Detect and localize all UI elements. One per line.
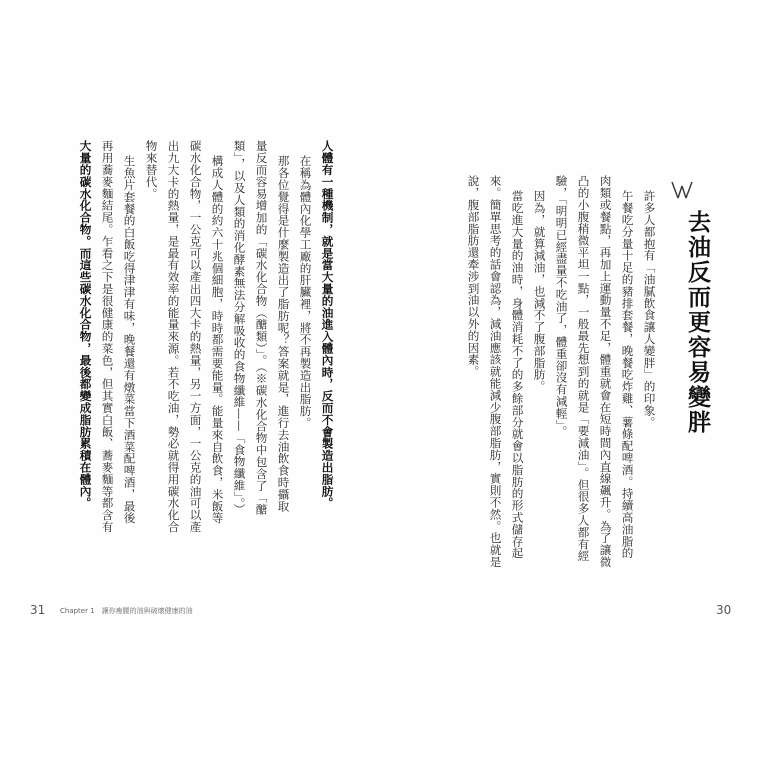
page-number-left: 31 [30,603,46,617]
paragraph-line: 許多人都抱有「油膩飲食讓人變胖」的印象。 [642,190,657,428]
paragraph-line: 來。簡單思考的話會認為，減油應該就能減少腹部脂肪，實則不然。也就是 [488,175,503,568]
paragraph-line: 物來替代。 [144,140,159,200]
paragraph-line: 生魚片套餐的白飯吃得津津有味，晚餐還有燉菜當下酒菜配啤酒，最後 [122,155,137,524]
paragraph-line: 再用蕎麥麵結尾。乍看之下是很健康的菜色，但其實白飯、蕎麥麵等都含有 [100,140,115,533]
paragraph-line-bold: 大量的碳水化合物。而這些碳水化合物，最後都變成脂肪累積在體內。 [78,140,93,509]
paragraph-line: 出九大卡的熱量，是最有效率的能量來源。若不吃油，勢必就得用碳水化合 [166,140,181,533]
paragraph-line-bold: 人體有一種機制，就是當大量的油進入體內時，反而不會製造出脂肪。 [320,140,335,509]
paragraph-line: 量反而容易增加的「碳水化合物（醣類）」。（※碳水化合物中包含了「醣 [254,140,269,516]
paragraph-line: 驗，「明明已經盡量不吃油了，體重卻沒有減輕」。 [554,175,569,438]
title-ornament-icon [670,180,698,200]
paragraph-line: 肉類或餐點，再加上運動量不足，體重就會在短時間內直線飆升。為了讓微 [598,175,613,568]
running-head: Chapter 1 讓你瘦腰的油與破壞健康的油 [60,607,193,615]
paragraph-line: 說，腹部脂肪還牽涉到油以外的因素。 [466,175,481,378]
page-number-right: 30 [716,603,732,617]
paragraph-line: 碳水化合物，一公克可以產出四大卡的熱量，另一方面，一公克的油可以產 [188,140,203,533]
paragraph-line: 構成人體的約六十兆個細胞，時時都需要能量。能量來自飲食，米飯等 [210,155,225,524]
paragraph-line: 因為，就算減油，也減不了腹部脂肪。 [532,190,547,393]
paragraph-line: 午餐吃分量十足的豬排套餐，晚餐吃炸雞、薯條配啤酒。持續高油脂的 [620,190,635,559]
paragraph-line: 凸的小腹稍微平坦一點，一般最先想到的就是「要減油」。但很多人都有經 [576,175,591,562]
section-title: 去油反而更容易變胖 [684,210,710,435]
paragraph-line: 那各位覺得是什麼製造出了脂肪呢？答案就是，進行去油飲食時攝取 [276,155,291,512]
paragraph-line: 類」，以及人類的消化酵素無法分解吸收的食物纖維——「食物纖維」。） [232,140,247,516]
paragraph-line: 當吃進大量的油時，身體消耗不了的多餘部分就會以脂肪的形式儲存起 [510,190,525,559]
paragraph-line: 在稱為體內化學工廠的肝臟裡，將不再製造出脂肪。 [298,155,313,429]
